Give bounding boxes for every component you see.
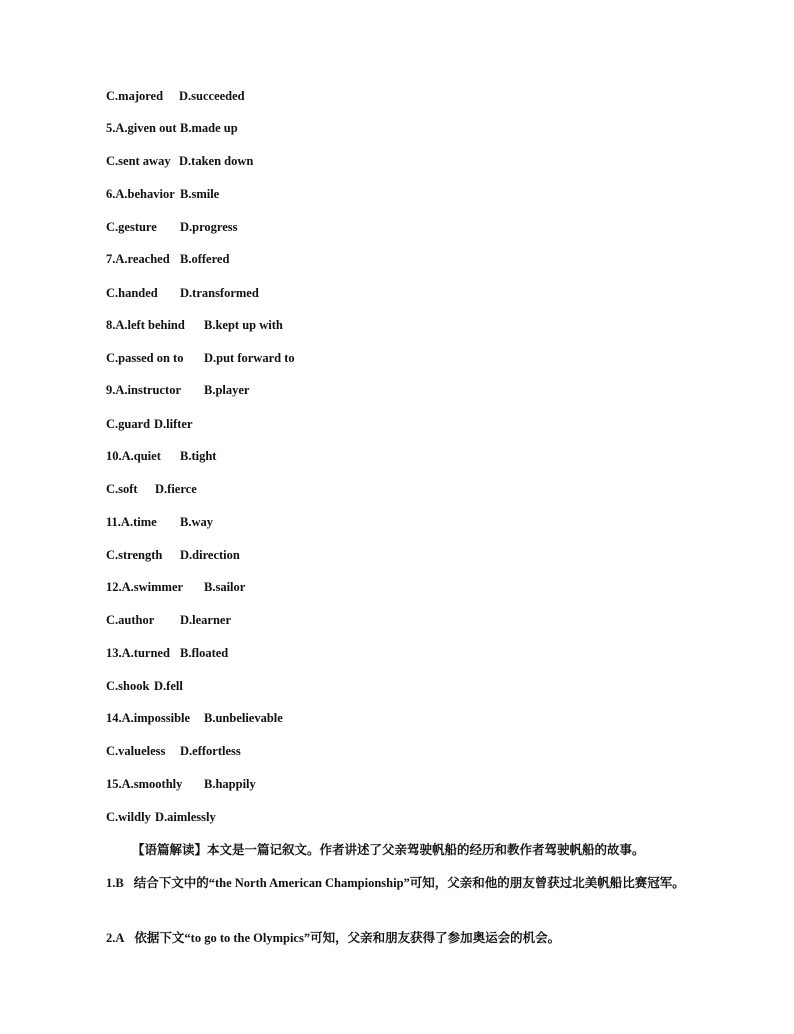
option-a: 12.A.swimmer — [106, 580, 184, 594]
option-row — [106, 809, 216, 825]
option-a: 6.A.behavior — [106, 187, 175, 201]
answer-text: 依据下文“to go to the Olympics”可知，父亲和朋友获得了参加奥运会的机会。 — [134, 931, 561, 945]
option-b: D.effortless — [180, 744, 241, 758]
option-row — [106, 481, 197, 497]
option-a: 5.A.given out — [106, 121, 177, 135]
option-b: B.tight — [180, 449, 217, 463]
option-b: B.way — [180, 515, 213, 529]
option-b: D.progress — [180, 220, 238, 234]
answer-explanation — [106, 872, 696, 894]
option-b: B.unbelievable — [204, 711, 283, 725]
option-b: D.transformed — [180, 286, 259, 300]
option-b: B.smile — [180, 187, 220, 201]
option-a: 8.A.left behind — [106, 318, 185, 332]
option-b: B.kept up with — [204, 318, 283, 332]
option-a: C.gesture — [106, 220, 157, 234]
option-a: C.soft — [106, 482, 138, 496]
option-row — [106, 645, 228, 661]
option-b: B.sailor — [204, 580, 246, 594]
option-b: D.lifter — [154, 417, 193, 431]
passage-analysis: 【语篇解读】本文是一篇记叙文。作者讲述了父亲驾驶帆船的经历和教作者驾驶帆船的故事。 — [132, 843, 645, 857]
option-row — [106, 514, 213, 530]
option-row — [106, 317, 283, 333]
option-a: 14.A.impossible — [106, 711, 191, 725]
option-b: B.player — [204, 383, 250, 397]
option-b: D.learner — [180, 613, 232, 627]
option-row — [106, 251, 229, 267]
option-b: D.fierce — [155, 482, 197, 496]
option-b: D.fell — [154, 679, 183, 693]
answer-text: 结合下文中的“the North American Championship”可知，父亲和他的朋友曾获过北美帆船比赛冠军。 — [133, 876, 685, 890]
answer-explanation — [106, 927, 696, 949]
option-b: B.floated — [180, 646, 229, 660]
option-row — [106, 743, 241, 759]
option-a: C.shook — [106, 679, 150, 693]
option-row — [106, 710, 283, 726]
option-a: C.strength — [106, 548, 163, 562]
option-row — [106, 153, 253, 169]
option-row — [106, 678, 183, 694]
option-row — [106, 186, 219, 202]
option-b: D.aimlessly — [155, 810, 216, 824]
option-row — [106, 350, 295, 366]
option-row — [106, 612, 231, 628]
option-a: 11.A.time — [106, 515, 157, 529]
option-a: 7.A.reached — [106, 252, 170, 266]
option-a: 9.A.instructor — [106, 383, 181, 397]
option-a: C.valueless — [106, 744, 166, 758]
option-a: 13.A.turned — [106, 646, 170, 660]
option-row — [106, 219, 238, 235]
option-a: C.passed on to — [106, 351, 184, 365]
option-b: B.made up — [180, 121, 238, 135]
option-row — [106, 88, 245, 104]
option-b: D.put forward to — [204, 351, 295, 365]
option-b: B.offered — [180, 252, 230, 266]
option-a: C.handed — [106, 286, 158, 300]
option-row — [106, 776, 256, 792]
option-row — [106, 382, 249, 398]
option-a: 15.A.smoothly — [106, 777, 183, 791]
answer-key: 2.A — [106, 931, 125, 945]
option-a: C.author — [106, 613, 155, 627]
option-a: C.guard — [106, 417, 151, 431]
option-row — [106, 579, 245, 595]
option-row — [106, 547, 240, 563]
option-b: B.happily — [204, 777, 256, 791]
option-a: C.majored — [106, 89, 164, 103]
option-row — [106, 416, 193, 432]
option-b: D.succeeded — [179, 89, 245, 103]
option-a: C.wildly — [106, 810, 151, 824]
option-row — [106, 448, 216, 464]
option-b: D.taken down — [179, 154, 254, 168]
option-b: D.direction — [180, 548, 240, 562]
option-row — [106, 285, 259, 301]
option-a: C.sent away — [106, 154, 171, 168]
option-a: 10.A.quiet — [106, 449, 161, 463]
answer-key: 1.B — [106, 876, 124, 890]
option-row — [106, 120, 238, 136]
